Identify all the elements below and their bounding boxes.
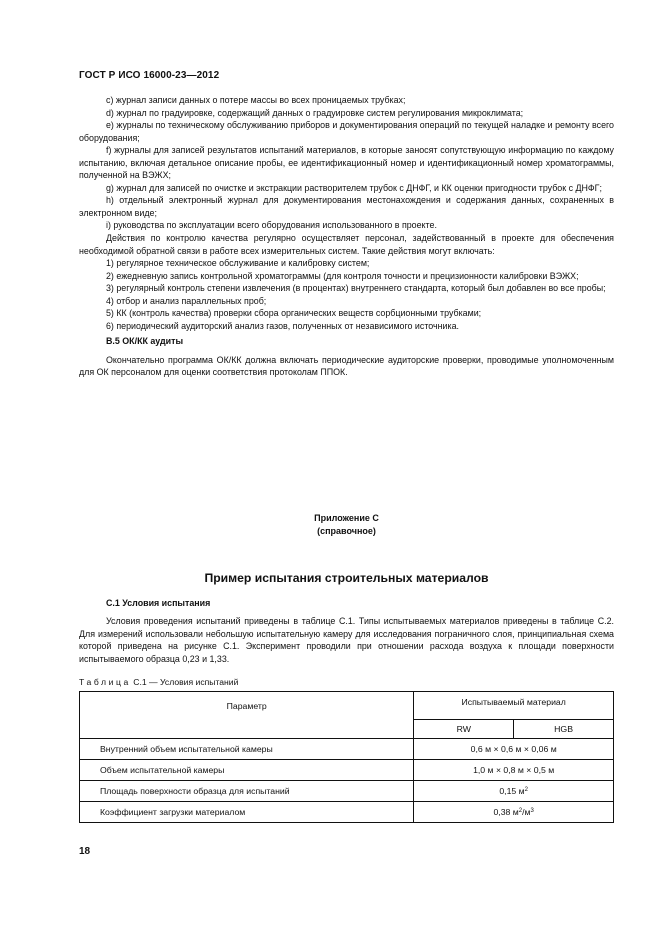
column-header-hgb: HGB <box>514 720 614 739</box>
row-label: Коэффициент загрузки материалом <box>80 802 414 823</box>
row-value: 1,0 м × 0,8 м × 0,5 м <box>414 760 614 781</box>
row-value: 0,38 м <box>493 807 519 817</box>
list-item: 6) периодический аудиторский анализ газов, полученных от независимого источника. <box>106 320 459 331</box>
column-header-material: Испытываемый материал <box>414 692 614 720</box>
column-header-parameter: Параметр <box>80 692 414 739</box>
row-label: Площадь поверхности образца для испытаний <box>80 781 414 802</box>
row-value-cell <box>414 781 614 802</box>
annex-heading <box>79 512 614 537</box>
unit-exponent: 2 <box>524 787 528 793</box>
table-row <box>80 781 614 802</box>
table-caption <box>79 677 238 687</box>
list-item: 3) регулярный контроль степени извлечения (в процентах) внутреннего стандарта, который был добавлен во все пробы; <box>106 283 606 294</box>
list-item: f) журналы для записей результатов испытаний материалов, в которые заносят сопутствующую информацию по каждому испытанию, включая детальное описание пробы, ее идентификационный номер и идентификационный номер хроматограммы, полученной на ВЭЖХ; <box>79 145 614 181</box>
unit-exponent: 3 <box>530 808 534 814</box>
list-item: h) отдельный электронный журнал для документирования местонахождения и содержания данных, сохраненных в электронном виде; <box>79 195 614 218</box>
page-header: ГОСТ Р ИСО 16000-23—2012 <box>79 70 220 81</box>
section-b-content <box>79 94 614 379</box>
section-b5-heading: В.5 ОК/КК аудиты <box>106 336 184 347</box>
list-item: 4) отбор и анализ параллельных проб; <box>106 295 267 306</box>
conditions-table <box>79 691 614 823</box>
table-row <box>80 760 614 781</box>
table-row <box>80 802 614 823</box>
list-item: 5) КК (контроль качества) проверки сбора органических веществ сорбционными трубками; <box>106 308 482 319</box>
list-item: с) журнал записи данных о потере массы во всех проницаемых трубках; <box>106 95 406 105</box>
page-number: 18 <box>79 846 91 857</box>
section-c1-heading: С.1 Условия испытания <box>106 598 211 608</box>
table-caption-word: Таблица <box>79 677 131 687</box>
section-c1-paragraph: Условия проведения испытаний приведены в таблице С.1. Типы испытываемых материалов приведены в таблице С.2. Для измерений использовали небольшую испытательную камеру для исследования пограничного слоя, принципиальная схема которой приведена на рисунке С.1. Эксперимент проводили при отношении расхода воздуха к площади поверхности испытываемого образца 0,23 и 1,33. <box>79 616 614 664</box>
column-header-rw: RW <box>414 720 514 739</box>
list-item: g) журнал для записей по очистке и экстракции растворителем трубок с ДНФГ, и КК оценки пригодности трубок с ДНФГ; <box>106 182 602 193</box>
annex-title: Пример испытания строительных материалов <box>204 571 489 585</box>
unit-exponent: 2 <box>518 808 523 814</box>
row-label: Объем испытательной камеры <box>80 760 414 781</box>
row-value: 0,15 м <box>499 786 525 796</box>
list-item: 1) регулярное техническое обслуживание и калибровку систем; <box>106 258 370 269</box>
row-label: Внутренний объем испытательной камеры <box>80 739 414 760</box>
row-value: 0,6 м × 0,6 м × 0,06 м <box>414 739 614 760</box>
section-b5-paragraph: Окончательно программа ОК/КК должна включать периодические аудиторские проверки, проводимые уполномоченным для ОК персоналом для оценки соответствия протоколам ППОК. <box>79 354 614 378</box>
row-value-unit: /м <box>522 807 531 817</box>
annex-name: Приложение С <box>314 513 379 523</box>
table-row <box>80 739 614 760</box>
row-value-cell <box>414 802 614 823</box>
list-item: d) журнал по градуировке, содержащий данных о градуировке систем регулирования микроклимата; <box>106 107 524 118</box>
list-item: i) руководства по эксплуатации всего оборудования использованного в проекте. <box>106 220 437 231</box>
annex-type: (справочное) <box>317 525 376 536</box>
table-caption-text: С.1 — Условия испытаний <box>130 677 239 687</box>
qc-intro-paragraph: Действия по контролю качества регулярно осуществляет персонал, задействованный в проекте для обеспечения необходимой обратной связи в работе всех измерительных систем. Такие действия могут включать: <box>79 233 614 256</box>
list-item: 2) ежедневную запись контрольной хроматограммы (для контроля точности и прецизионности калибровки ВЭЖХ; <box>106 270 579 281</box>
list-item: е) журналы по техническому обслуживанию приборов и документирования операций по текущей наладке и ремонту всего оборудования; <box>79 120 614 143</box>
